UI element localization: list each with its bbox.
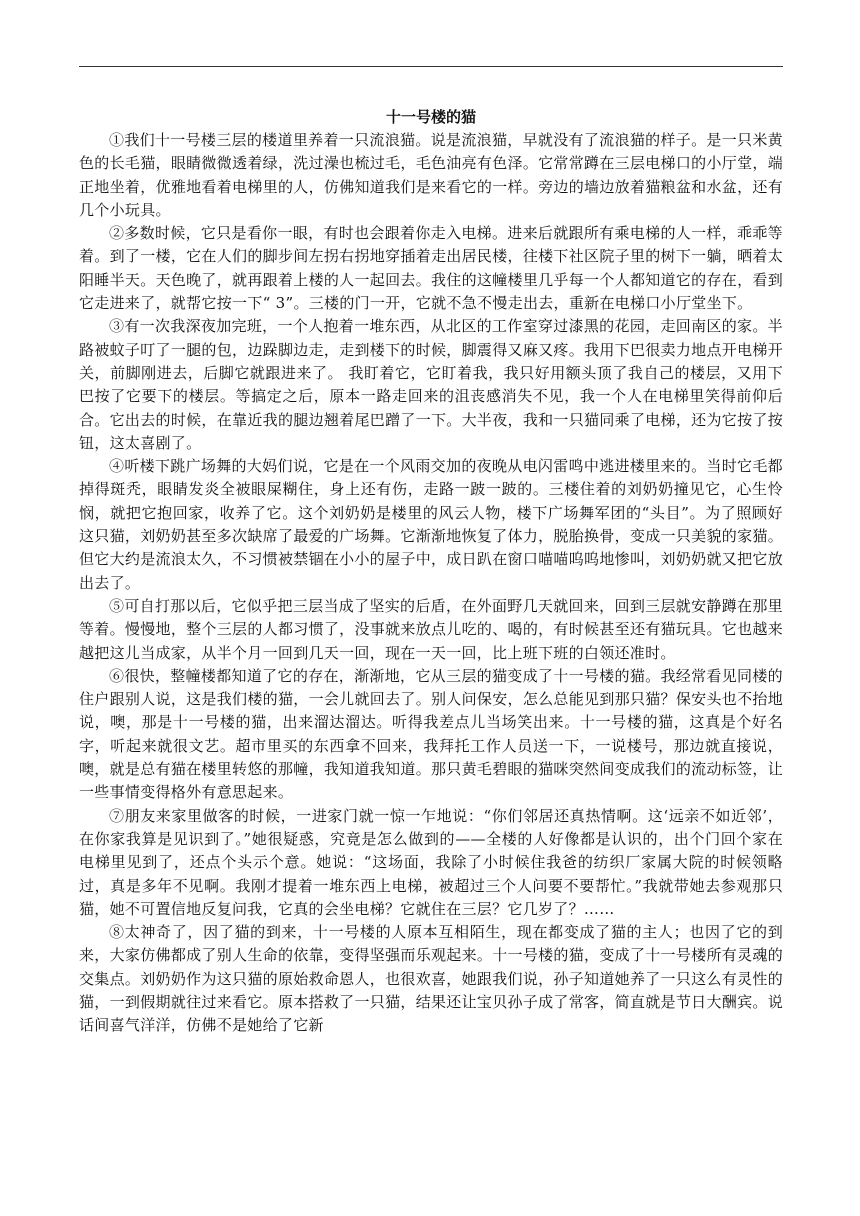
- paragraph-1: ①我们十一号楼三层的楼道里养着一只流浪猫。说是流浪猫，早就没有了流浪猫的样子。是一只米黄色的长毛猫，眼睛微微透着绿，洗过澡也梳过毛，毛色油亮有色泽。它常常蹲在三层电梯口的小厅堂，端正地坐着，优雅地看着电梯里的人，仿佛知道我们是来看它的一样。旁边的墙边放着猫粮盆和水盆，还有几个小玩具。: [79, 131, 783, 219]
- paragraph-2: ②多数时候，它只是看你一眼，有时也会跟着你走入电梯。进来后就跟所有乘电梯的人一样，乖乖等着。到了一楼，它在人们的脚步间左拐右拐地穿插着走出居民楼，往楼下社区院子里的树下一躺，晒着太阳睡半天。天色晚了，就再跟着上楼的人一起回去。我住的这幢楼里几乎每一个人都知道它的存在，看到它走进来了，就帮它按一下“ 3”。三楼的门一开，它就不急不慢走出去，重新在电梯口小厅堂坐下。: [79, 224, 783, 313]
- paragraph-3: ③有一次我深夜加完班，一个人抱着一堆东西，从北区的工作室穿过漆黑的花园，走回南区的家。半路被蚊子叮了一腿的包，边跺脚边走，走到楼下的时候，脚震得又麻又疼。我用下巴很卖力地点开电梯开关，前脚刚进去，后脚它就跟进来了。 我盯着它，它盯着我，我只好用额头顶了我自己的楼层，又用下巴按了它要下的楼层。等搞定之后，原本一路走回来的沮丧感消失不见，我一个人在电梯里笑得前仰后合。它出去的时候，在靠近我的腿边翘着尾巴蹭了一下。大半夜，我和一只猫同乘了电梯，还为它按了按钮，这太喜剧了。: [79, 317, 783, 452]
- paragraph-5: ⑤可自打那以后，它似乎把三层当成了坚实的后盾，在外面野几天就回来，回到三层就安静蹲在那里等着。慢慢地，整个三层的人都习惯了，没事就来放点儿吃的、喝的，有时候甚至还有猫玩具。它也越来越把这儿当成家，从半个月一回到几天一回，现在一天一回，比上班下班的白领还准时。: [79, 596, 783, 662]
- paragraph-6: ⑥很快，整幢楼都知道了它的存在，渐渐地，它从三层的猫变成了十一号楼的猫。我经常看见同楼的住户跟别人说，这是我们楼的猫，一会儿就回去了。别人问保安，怎么总能见到那只猫？保安头也不抬地说，噢，那是十一号楼的猫，出来溜达溜达。听得我差点儿当场笑出来。十一号楼的猫，这真是个好名字，听起来就很文艺。超市里买的东西拿不回来，我拜托工作人员送一下，一说楼号，那边就直接说，噢，就是总有猫在楼里转悠的那幢，我知道我知道。那只黄毛碧眼的猫咪突然间变成我们的流动标签，让一些事情变得格外有意思起来。: [79, 666, 783, 802]
- paragraph-7: ⑦朋友来家里做客的时候，一进家门就一惊一乍地说：“你们邻居还真热情啊。这‘远亲不如近邻’，在你家我算是见识到了。”她很疑惑，究竟是怎么做到的——全楼的人好像都是认识的，出个门回个家在电梯里见到了，还点个头示个意。她说：“这场面，我除了小时候住我爸的纺织厂家属大院的时候领略过，真是多年不见啊。我刚才提着一堆东西上电梯，被超过三个人问要不要帮忙。”我就带她去参观那只猫，她不可置信地反复问我，它真的会坐电梯？它就住在三层？它几岁了？……: [79, 806, 783, 918]
- paragraph-4: ④听楼下跳广场舞的大妈们说，它是在一个风雨交加的夜晚从电闪雷鸣中逃进楼里来的。当时它毛都掉得斑秃，眼睛发炎全被眼屎糊住，身上还有伤，走路一跛一跛的。三楼住着的刘奶奶撞见它，心生怜悯，就把它抱回家，收养了它。这个刘奶奶是楼里的风云人物，楼下广场舞军团的“头目”。为了照顾好这只猫，刘奶奶甚至多次缺席了最爱的广场舞。它渐渐地恢复了体力，脱胎换骨，变成一只美貌的家猫。但它大约是流浪太久，不习惯被禁锢在小小的屋子中，成日趴在窗口喵喵呜呜地惨叫，刘奶奶就又把它放出去了。: [79, 457, 783, 592]
- article-title: 十一号楼的猫: [385, 108, 476, 126]
- article-body: [79, 129, 783, 1038]
- paragraph-8: ⑧太神奇了，因了猫的到来，十一号楼的人原本互相陌生，现在都变成了猫的主人；也因了它的到来，大家仿佛都成了别人生命的依靠，变得坚强而乐观起来。十一号楼的猫，变成了十一号楼所有灵魂的交集点。刘奶奶作为这只猫的原始救命恩人，也很欢喜，她跟我们说，孙子知道她养了一只这么有灵性的猫，一到假期就往过来看它。原本搭救了一只猫，结果还让宝贝孙子成了常客，简直就是节日大酬宾。说话间喜气洋洋，仿佛不是她给了它新: [79, 923, 783, 1035]
- header-rule: [79, 66, 783, 67]
